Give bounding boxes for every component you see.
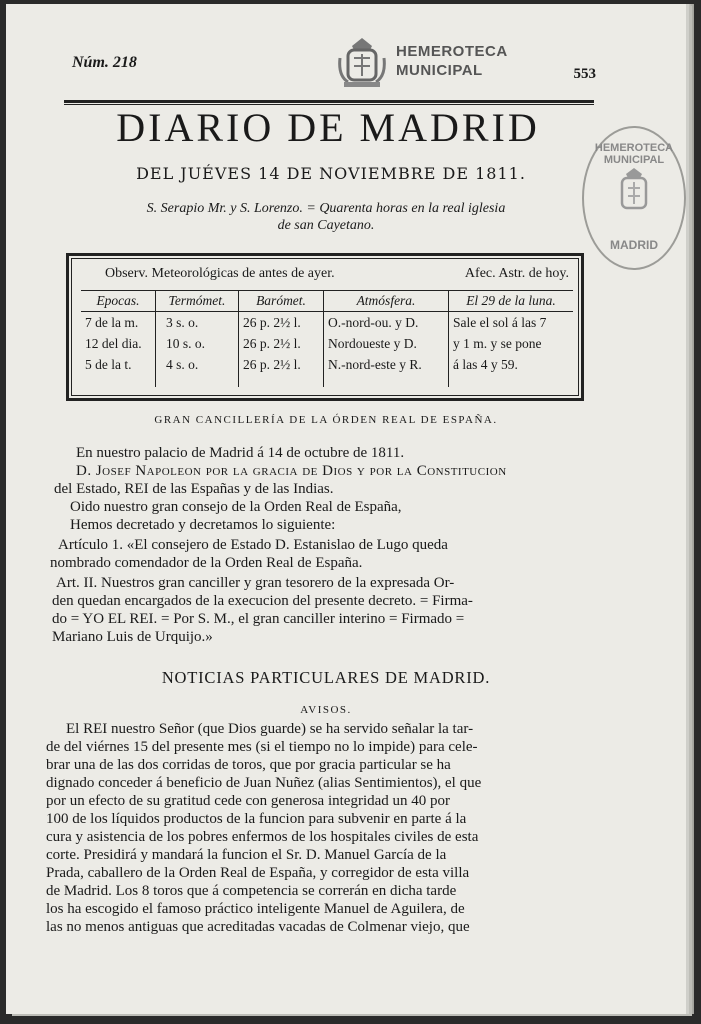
text-line: 100 de los líquidos productos de la funcion para subvenir en parte á la: [46, 811, 467, 827]
table-cell: 7 de la m.: [85, 315, 139, 330]
section-heading-noticias: NOTICIAS PARTICULARES DE MADRID.: [161, 668, 491, 687]
table-cell: 12 del dia.: [85, 336, 142, 351]
text-line: Prada, caballero de la Orden Real de España, y corregidor de esta villa: [46, 865, 470, 881]
text-line: den quedan encargados de la execucion del presente decreto. = Firma-: [52, 593, 473, 609]
dateline: DEL JUÉVES 14 DE NOVIEMBRE DE 1811.: [136, 164, 526, 183]
text-line: dignado conceder á beneficio de Juan Nuñez (alias Sentimientos), el que: [46, 775, 482, 791]
text-line: Artículo 1. «El consejero de Estado D. Estanislao de Lugo queda: [58, 537, 448, 553]
text-line: de Madrid. Los 8 toros que á competencia se correrán en dicha tarde: [46, 883, 457, 899]
column-header: Termómet.: [156, 291, 238, 312]
column-barometro: [239, 291, 324, 387]
column-termometro: [156, 291, 239, 387]
column-header: Barómet.: [239, 291, 323, 312]
table-cell: y 1 m. y se pone: [453, 336, 542, 351]
text-line: do = YO EL REI. = Por S. M., el gran canciller interino = Firmado =: [52, 611, 465, 627]
table-cell: 5 de la t.: [85, 357, 132, 372]
stamp-line-2: MUNICIPAL: [396, 62, 483, 79]
text-line: por un efecto de su gratitud cede con generosa integridad un 40 por: [46, 793, 451, 809]
text-line: cura y asistencia de los pobres enfermos de los hospitales civiles de esta: [46, 829, 479, 845]
meteo-heading-left: Observ. Meteorológicas de antes de ayer.: [105, 266, 335, 281]
text-line: D. Josef Napoleon por la gracia de Dios y por la Constitucion: [76, 463, 507, 479]
text-line: Mariano Luis de Urquijo.»: [52, 629, 213, 645]
table-cell: Sale el sol á las 7: [453, 315, 547, 330]
column-header: Epocas.: [81, 291, 155, 312]
column-header: Atmósfera.: [324, 291, 448, 312]
meteorological-table: [66, 253, 584, 401]
text-line: del Estado, REI de las Españas y de las Indias.: [54, 481, 334, 497]
table-cell: 10 s. o.: [166, 336, 206, 351]
table-cell: N.-nord-este y R.: [328, 357, 422, 372]
table-cell: 3 s. o.: [166, 315, 199, 330]
crest-icon: [336, 36, 388, 90]
table-cell: á las 4 y 59.: [453, 357, 518, 372]
table-cell: Nordoueste y D.: [328, 336, 417, 351]
masthead-row: [66, 43, 596, 98]
saints-of-the-day: [86, 200, 566, 234]
table-cell: 26 p. 2½ l.: [243, 315, 301, 330]
text-line: Hemos decretado y decretamos lo siguiente:: [70, 517, 336, 533]
table-cell: 26 p. 2½ l.: [243, 336, 301, 351]
page-number: 553: [573, 66, 596, 82]
table-cell: O.-nord-ou. y D.: [328, 315, 419, 330]
issue-number: Núm. 218: [72, 54, 137, 71]
meteo-grid: [81, 290, 573, 387]
round-stamp-top-text: HEMEROTECA MUNICIPAL: [594, 142, 674, 166]
column-luna: [449, 291, 573, 387]
text-line: El REI nuestro Señor (que Dios guarde) se ha servido señalar la tar-: [66, 721, 474, 737]
text-line: de del viérnes 15 del presente mes (si el tiempo no lo impide) para cele-: [46, 739, 478, 755]
section-heading-chancery: GRAN CANCILLERÍA DE LA ÓRDEN REAL DE ESPAÑA.: [154, 414, 498, 426]
text-line: nombrado comendador de la Orden Real de España.: [50, 555, 363, 571]
stamp-line-1: HEMEROTECA: [396, 43, 508, 60]
newspaper-page: [6, 4, 686, 1014]
table-cell: 26 p. 2½ l.: [243, 357, 301, 372]
text-line: Art. II. Nuestros gran canciller y gran tesorero de la expresada Or-: [56, 575, 455, 591]
saints-line-1: S. Serapio Mr. y S. Lorenzo. = Quarenta horas en la real iglesia: [146, 201, 506, 216]
newspaper-title: DIARIO DE MADRID: [116, 105, 540, 150]
table-cell: 4 s. o.: [166, 357, 199, 372]
hemeroteca-stamp: [336, 36, 526, 92]
text-line: brar una de las dos corridas de toros, que por gracia particular se ha: [46, 757, 451, 773]
text-line: Oido nuestro gran consejo de la Orden Real de España,: [70, 499, 402, 515]
column-epocas: [81, 291, 156, 387]
text-line: corte. Presidirá y mandará la funcion el Sr. D. Manuel García de la: [46, 847, 447, 863]
round-library-stamp: [582, 126, 686, 270]
text-line: En nuestro palacio de Madrid á 14 de octubre de 1811.: [76, 445, 405, 461]
column-header: El 29 de la luna.: [449, 291, 573, 312]
saints-line-2: de san Cayetano.: [277, 218, 375, 233]
masthead-rule: [64, 100, 594, 103]
subheading-avisos: AVISOS.: [300, 704, 352, 716]
meteo-header: [79, 264, 573, 286]
round-stamp-bottom-text: MADRID: [610, 238, 658, 252]
text-line: los ha escogido el famoso práctico inteligente Manuel de Aguilera, de: [46, 901, 465, 917]
text-line: las no menos antiguas que acreditadas vacadas de Colmenar viejo, que: [46, 919, 470, 935]
column-atmosfera: [324, 291, 449, 387]
crest-icon: [616, 166, 652, 216]
meteo-heading-right: Afec. Astr. de hoy.: [464, 266, 569, 281]
page-edge: [686, 4, 694, 1014]
